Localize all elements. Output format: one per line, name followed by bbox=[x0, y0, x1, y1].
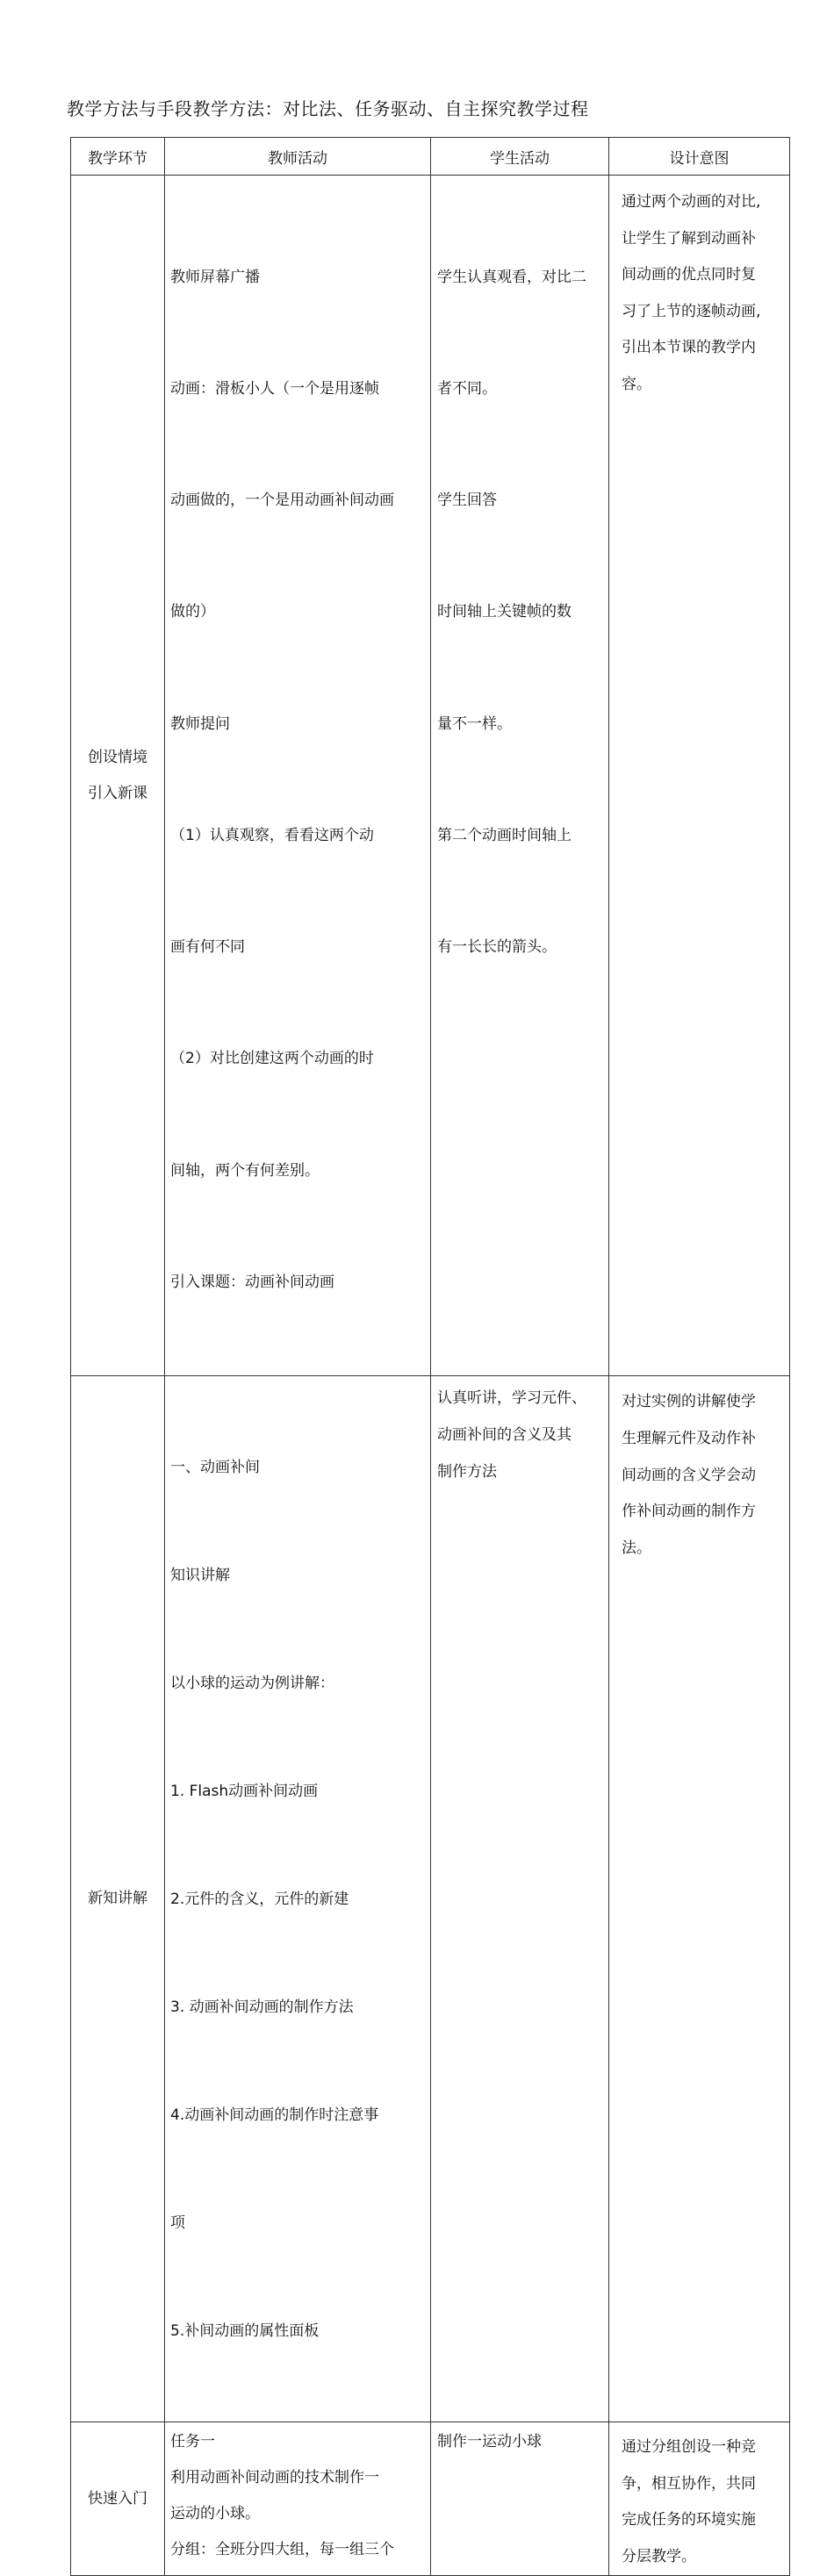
text-line: 争，相互协作，共同 bbox=[622, 2474, 756, 2493]
text-line: 动画补间的含义及其 bbox=[437, 1426, 572, 1444]
text-line: 生理解元件及动作补 bbox=[622, 1429, 756, 1447]
text-line: 认真听讲，学习元件、 bbox=[437, 1389, 586, 1407]
teacher-cell bbox=[165, 176, 431, 1376]
text-line: 任务一 bbox=[170, 2433, 215, 2450]
text-line: 教师提问 bbox=[170, 714, 230, 733]
text-line: 画有何不同 bbox=[170, 938, 245, 957]
header-teacher-activity: 教师活动 bbox=[165, 138, 431, 176]
text-line: 制作方法 bbox=[437, 1463, 497, 1481]
table-row bbox=[71, 1376, 790, 2422]
text-line: （2）对比创建这两个动画的时 bbox=[170, 1050, 374, 1068]
text-line: 利用动画补间动画的技术制作一 bbox=[170, 2469, 379, 2486]
page-title: 教学方法与手段教学方法：对比法、任务驱动、自主探究教学过程 bbox=[67, 98, 589, 119]
text-line: 2.元件的含义，元件的新建 bbox=[170, 1891, 349, 1908]
text-line: 间动画的优点同时复 bbox=[622, 266, 756, 284]
text-line: 学生回答 bbox=[437, 492, 497, 510]
text-line: 以小球的运动为例讲解： bbox=[170, 1675, 334, 1692]
text-line: 法。 bbox=[622, 1539, 651, 1558]
text-line: 学生认真观看，对比二 bbox=[437, 268, 586, 286]
text-line: 者不同。 bbox=[437, 380, 497, 398]
text-line: 4.动画补间动画的制作时注意事 bbox=[170, 2106, 379, 2124]
student-cell bbox=[431, 176, 609, 1376]
text-line: 做的） bbox=[170, 603, 215, 621]
text-line: 分组：全班分四大组，每一组三个 bbox=[170, 2541, 394, 2558]
text-line: 知识讲解 bbox=[170, 1567, 230, 1584]
student-cell bbox=[431, 2422, 609, 2576]
text-line: 制作一运动小球 bbox=[437, 2433, 542, 2450]
text-line: 引入课题：动画补间动画 bbox=[170, 1273, 334, 1291]
text-line: 间动画的含义学会动 bbox=[622, 1466, 756, 1484]
text-line: 3. 动画补间动画的制作方法 bbox=[170, 1998, 354, 2016]
text-line: 量不一样。 bbox=[437, 714, 512, 733]
text-line: 时间轴上关键帧的数 bbox=[437, 603, 572, 621]
table-row bbox=[71, 176, 790, 1376]
intent-cell bbox=[609, 2422, 790, 2576]
text-line: 第二个动画时间轴上 bbox=[437, 826, 572, 844]
text-line: 对过实例的讲解使学 bbox=[622, 1393, 756, 1410]
table-row bbox=[71, 2422, 790, 2576]
text-line: 习了上节的逐帧动画, bbox=[622, 302, 761, 320]
text-line: 作补间动画的制作方 bbox=[622, 1503, 756, 1521]
lesson-plan-table bbox=[70, 137, 790, 2576]
text-line: 1. Flash动画补间动画 bbox=[170, 1783, 319, 1800]
text-line: 引出本节课的教学内 bbox=[622, 339, 756, 357]
stage-cell bbox=[71, 2422, 165, 2576]
text-line: 一、动画补间 bbox=[170, 1459, 260, 1476]
table-header-row bbox=[71, 138, 790, 176]
stage-cell bbox=[71, 176, 165, 1376]
teacher-cell bbox=[165, 2422, 431, 2576]
stage-line: 引入新课 bbox=[88, 784, 147, 802]
stage-cell bbox=[71, 1376, 165, 2422]
intent-cell bbox=[609, 1376, 790, 2422]
text-line: 间轴，两个有何差别。 bbox=[170, 1161, 320, 1180]
text-line: 动画：滑板小人（一个是用逐帧 bbox=[170, 380, 379, 398]
text-line: 通过两个动画的对比, bbox=[622, 193, 761, 211]
intent-cell bbox=[609, 176, 790, 1376]
text-line: 5.补间动画的属性面板 bbox=[170, 2322, 320, 2340]
text-line: 完成任务的环境实施 bbox=[622, 2511, 756, 2529]
teacher-cell bbox=[165, 1376, 431, 2422]
text-line: 运动的小球。 bbox=[170, 2505, 260, 2522]
header-design-intent: 设计意图 bbox=[609, 138, 790, 176]
text-line: 动画做的，一个是用动画补间动画 bbox=[170, 492, 394, 510]
stage-line: 快速入门 bbox=[88, 2489, 147, 2508]
stage-line: 新知讲解 bbox=[88, 1890, 147, 1907]
text-line: 有一长长的箭头。 bbox=[437, 938, 557, 957]
header-stage: 教学环节 bbox=[71, 138, 165, 176]
text-line: （1）认真观察，看看这两个动 bbox=[170, 826, 374, 844]
text-line: 容。 bbox=[622, 375, 651, 393]
text-line: 项 bbox=[170, 2214, 185, 2232]
student-cell bbox=[431, 1376, 609, 2422]
text-line: 分层教学。 bbox=[622, 2547, 696, 2565]
text-line: 教师屏幕广播 bbox=[170, 268, 260, 286]
stage-line: 创设情境 bbox=[88, 748, 147, 766]
text-line: 让学生了解到动画补 bbox=[622, 229, 756, 248]
header-student-activity: 学生活动 bbox=[431, 138, 609, 176]
text-line: 通过分组创设一种竞 bbox=[622, 2438, 756, 2456]
